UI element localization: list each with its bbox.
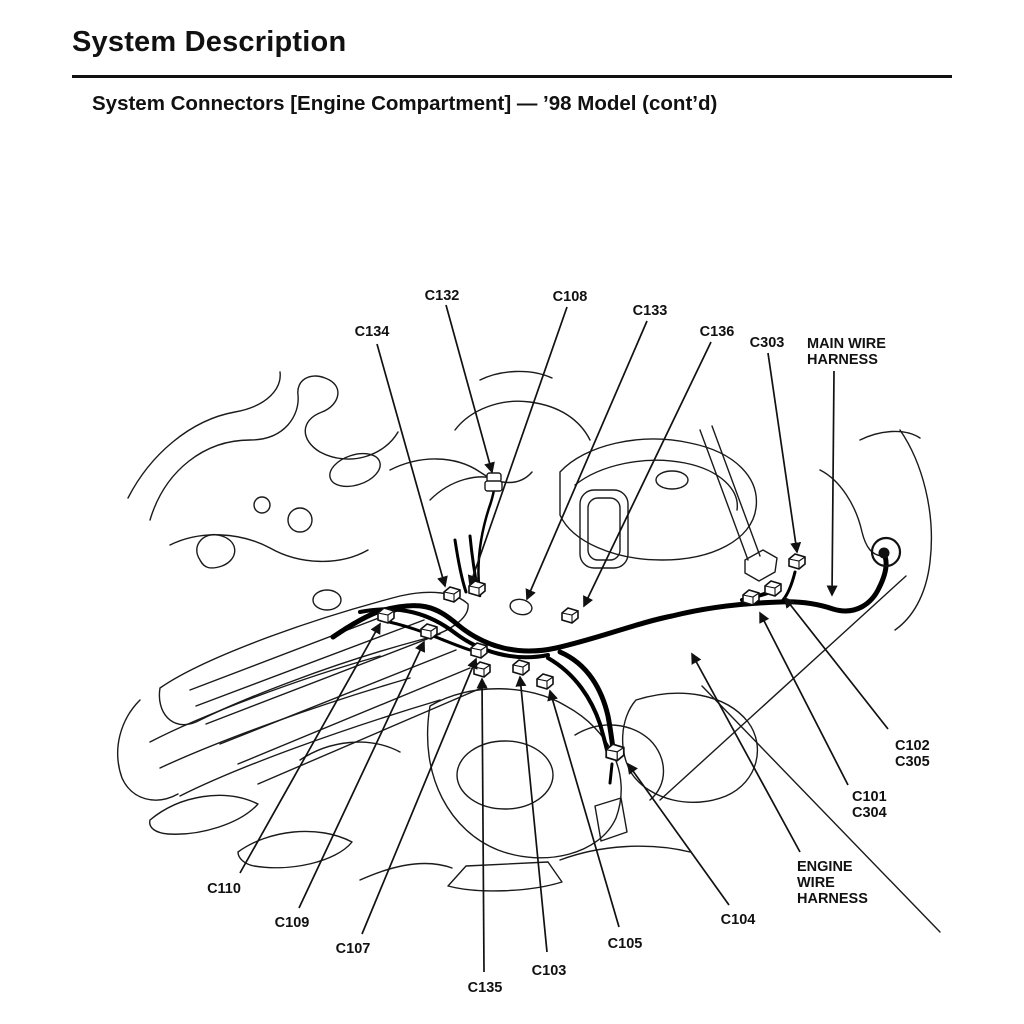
leader-c103: [520, 677, 547, 952]
leader-c102-c305: [785, 598, 888, 729]
label-c105: C105: [607, 936, 643, 952]
leader-lines: [240, 305, 888, 972]
label-c305: C305: [895, 754, 930, 770]
label-engine-wire-harness-line1: ENGINE: [797, 859, 853, 875]
label-c103: C103: [531, 963, 567, 979]
label-c303: C303: [749, 335, 785, 351]
connector-c110-icon: [378, 608, 394, 623]
leader-engine-wire-harness: [692, 654, 800, 852]
label-main-wire-harness-line2: HARNESS: [807, 352, 878, 368]
leader-c134: [377, 344, 445, 586]
harness-grommet-dot: [879, 548, 890, 559]
leader-c136: [584, 342, 711, 606]
connector-c132-icon: [485, 473, 502, 491]
label-c104: C104: [720, 912, 756, 928]
connector-c102-c305-icon: [765, 581, 781, 596]
label-c110: C110: [207, 881, 241, 897]
label-c102: C102: [895, 738, 930, 754]
connector-c136-icon: [562, 608, 578, 623]
leader-c303: [768, 353, 797, 552]
connector-c135-icon: [474, 662, 490, 677]
leader-c110: [240, 624, 380, 873]
leader-c107: [362, 659, 476, 934]
label-main-wire-harness: [807, 336, 886, 368]
label-main-wire-harness-line1: MAIN WIRE: [807, 336, 886, 352]
label-c134: C134: [354, 324, 390, 340]
label-c135: C135: [467, 980, 503, 996]
label-c108: C108: [552, 289, 588, 305]
connector-c107-icon: [471, 643, 487, 658]
connector-c101-c304-icon: [743, 590, 759, 605]
leader-c135: [482, 679, 484, 972]
connector-c109-icon: [421, 624, 437, 639]
label-c107: C107: [335, 941, 371, 957]
label-c101-c304: [852, 789, 887, 821]
label-c109: C109: [274, 915, 310, 931]
connector-c103-icon: [513, 660, 529, 675]
label-c136: C136: [699, 324, 735, 340]
connector-c105-icon: [537, 674, 553, 689]
connector-icons: [378, 473, 805, 761]
section-subtitle: System Connectors [Engine Compartment] — ’98 Model (cont’d): [92, 92, 718, 115]
leader-c109: [299, 642, 424, 908]
label-c102-c305: [895, 738, 930, 770]
label-c133: C133: [632, 303, 668, 319]
page-title: System Description: [72, 26, 347, 58]
connector-c303-icon: [789, 554, 805, 569]
label-engine-wire-harness-line3: HARNESS: [797, 891, 868, 907]
label-c304: C304: [852, 805, 887, 821]
label-c101: C101: [852, 789, 887, 805]
label-engine-wire-harness: [797, 859, 868, 907]
label-c132: C132: [424, 288, 460, 304]
leader-c104: [628, 764, 729, 905]
connector-c104-icon: [606, 744, 624, 761]
leader-c132: [446, 305, 492, 472]
connector-c133-icon: [509, 597, 534, 616]
connector-c134-icon: [444, 587, 460, 602]
label-engine-wire-harness-line2: WIRE: [797, 875, 835, 891]
leader-main-wire-harness: [832, 371, 834, 595]
